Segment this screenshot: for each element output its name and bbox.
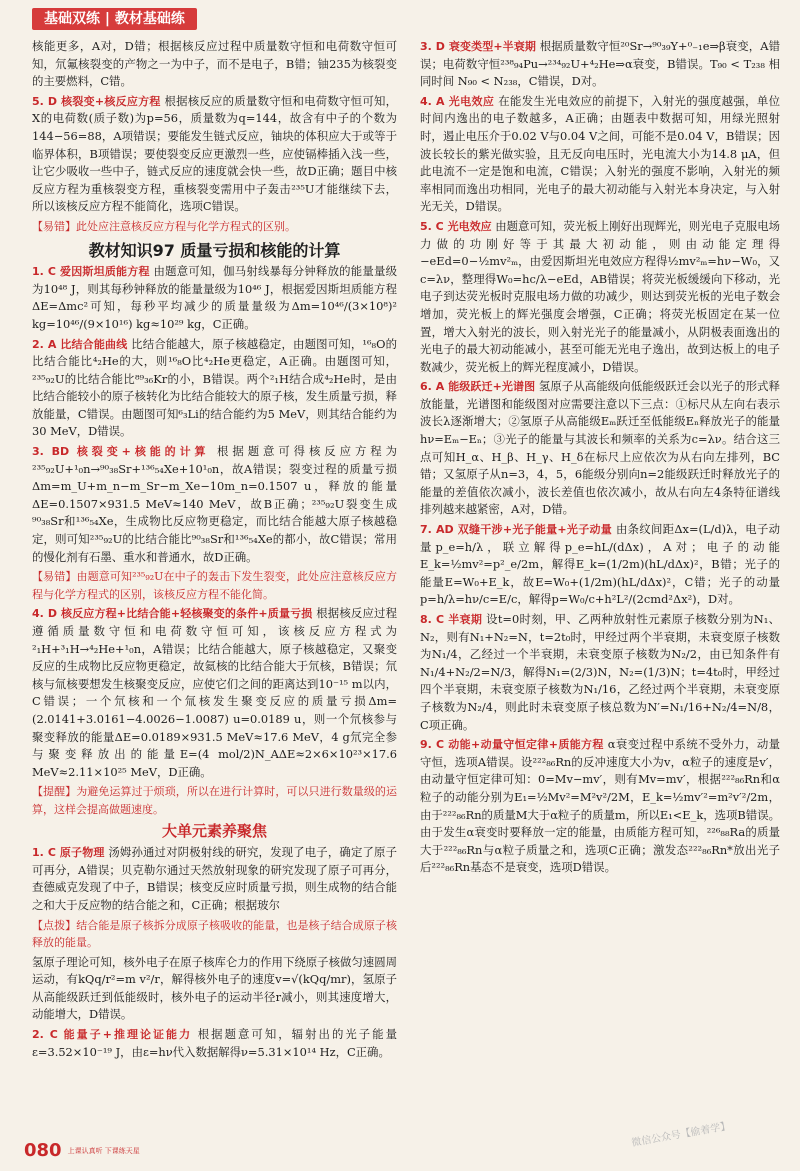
answer-label: 9. C 动能+动量守恒定律+质能方程 [420,738,604,752]
answer-text: 由题意可知，伽马射线暴每分钟释放的能量量级为10⁴⁸ J，则其每秒钟释放的能量量级为10⁴⁶ J，根据爱因斯坦质能方程ΔE=Δmc²可知，每秒平均减少的质量量级为Δm=10⁴⁶/(3×10⁸)² kg=10⁴⁶/(9×10¹⁶) kg≈10²⁹ kg，C正确。 [32,264,397,331]
answer-label: 5. C 光电效应 [420,219,492,233]
answer-label: 1. C 原子物理 [32,846,105,860]
paragraph: 核能更多，A对，D错；根据核反应过程中质量数守恒和电荷数守恒可知，氘氟核裂变的产物之一为中子，而不是电子，B错；铀235为核裂变的主要燃料，C错。 [32,39,397,89]
answer-label: 4. D 核反应方程+比结合能+轻核聚变的条件+质量亏损 [32,607,313,621]
unit-question-7 [420,521,780,609]
answer-text: α衰变过程中系统不受外力，动量守恒，选项A错误。设²²²₈₆Rn的反冲速度大小为v，α粒子的速度是v′，由动量守恒定律可知：0=Mv−mv′，则有Mv=mv′，根据²²²₈₆Rn和α粒子的动能分别为E₁=½Mv²=M²v²/2M，E_k=½mv′²=m²v′²/2m，由于²²²₈₆Rn的质量M大于α粒子的质量m，所以E₁<E_k，选项B错误。由于发生α衰变时要释放一定的能量，由质能方程可知，²²⁶₈₈Ra的质量大于²²²₈₆Rn与α粒子质量之和，选项C正确；激发态²²²₈₆Rn*放出光子后²²²₈₆Rn基态不是衰变，选项D错误。 [420,737,780,875]
question-2 [32,336,397,442]
unit-question-4 [420,93,780,216]
answer-text: 氢原子从高能级向低能级跃迁会以光子的形式释放能量，光谱图和能级图对应需要注意以下三点：①标尺从左向右表示波长λ逐渐增大；②氢原子从高能级Eₘ跃迁至低能级Eₙ释放光子的能量hν=Eₘ−Eₙ；③光子的能量与其波长和频率的关系为c=λν。结合这三点可知H_α、H_β、H_γ、H_δ在标尺上应依次为从右向左排列，BC错；又氢原子从n=3，4，5，6能级分别向n=2能级跃迁时释放光子的能量的差值依次减小，波长差值也依次减小，故从右向左4条特征谱线排列越来越紧密，A对，D错。 [420,379,780,517]
answer-label: 4. A 光电效应 [420,94,495,108]
answer-text: 比结合能越大，原子核越稳定，由题图可知，¹⁶₈O的比结合能比⁴₂He的大，则¹⁶₈O比⁴₂He更稳定，A正确。由题图可知，²³⁵₉₂U的比结合能比⁸⁹₃₆Kr的小，B错误。两个²₁H结合成⁴₂He时，是由比结合能较小的原子核转化为比结合能较大的原子核，发生质量亏损，释放能量，C错误。由题图可知⁶₃Li的结合能约为5 MeV，则其结合能约为30 MeV，D错误。 [32,336,397,439]
unit-question-1 [32,844,397,914]
answer-label: 2. A 比结合能曲线 [32,337,128,351]
question-3 [32,443,397,566]
right-column [420,38,780,879]
answer-text: 汤姆孙通过对阴极射线的研究，发现了电子，确定了原子可再分，A错误；贝克勒尔通过天然放射现象的研究发现了原子可再分，查德威克发现了中子，B错误；核变反应时质量亏损，则生成物的结合能之和大于反应物的结合能之和，C正确；根据玻尔 [32,845,397,912]
paragraph: 氢原子理论可知，核外电子在原子核库仑力的作用下绕原子核做匀速圆周运动，有kQq/r²=m v²/r，解得核外电子的速度v=√(kQq/mr)，氢原子从高能级跃迁到低能级时，核外电子的运动半径r减小，则其速度增大，动能增大，D错误。 [32,954,397,1022]
question-5 [32,93,397,216]
answer-text: 由条纹间距Δx=(L/d)λ，电子动量p_e=h/λ，联立解得p_e=hL/(dΔx)，A对；电子的动能E_k=½mv²=p²_e/2m，解得E_k=(1/2m)(hL/dΔx)²，B错；光子的能量E=W₀+E_k，故E=W₀+(1/2m)(hL/dΔx)²，C错；光子的动量p=h/λ=hν/c=E/c，解得p=W₀/c+h²L²/(2cmd²Δx²)，D对。 [420,522,780,607]
footer-slogan: 上课认真听 下课练天星 [67,1146,140,1155]
answer-label: 3. D 衰变类型+半衰期 [420,40,537,53]
question-1 [32,263,397,333]
page-number: 080 [24,1140,62,1161]
note: 【易错】此处应注意核反应方程与化学方程式的区别。 [32,219,296,233]
note: 【点拨】结合能是原子核拆分成原子核吸收的能量，也是核子结合成原子核释放的能量。 [32,918,397,950]
answer-label: 5. D 核裂变+核反应方程 [32,94,161,108]
answer-text: 根据质量数守恒²⁰Sr→⁹⁰₃₉Y+⁰₋₁e⇒β衰变，A错误；电荷数守恒²³⁸₉₄Pu→²³⁴₉₂U+⁴₂He⇒α衰变，B错误。T₉₀ < T₂₃₈ 相同时间 N₉₀ < N₂₃₈，C错误，D对。 [420,39,781,89]
answer-label: 2. C 能量子+推理论证能力 [32,1028,193,1042]
watermark: 微信公众号【偷着学】 [630,1120,732,1150]
unit-title: 大单元素养聚焦 [161,821,267,840]
answer-text: 根据题意可得核反应方程为²³⁵₉₂U+¹₀n→⁹⁰₃₈Sr+¹³⁶₅₄Xe+10¹₀n，故A错误；裂变过程的质量亏损Δm=m_U+m_n−m_Sr−m_Xe−10m_n=0.1507 u，释放的能量ΔE=0.1507×931.5 MeV≈140 MeV，故B正确；²³⁵₉₂U裂变生成⁹⁰₃₈Sr和¹³⁶₅₄Xe，生成物比反应物更稳定，而比结合能越大原子核越稳定，则可知²³⁵₉₂U的比结合能比⁹⁰₃₈Sr和¹³⁶₅₄Xe的都小，故C错误；常用的慢化剂有石墨、重水和普通水，故D正确。 [32,444,397,564]
answer-text: 根据题意可知，辐射出的光子能量ε=3.52×10⁻¹⁹ J，由ε=hν代入数据解得ν=5.31×10¹⁴ Hz，C正确。 [32,1027,397,1059]
answer-text: 设t=0时刻，甲、乙两种放射性元素原子核数分别为N₁、N₂，则有N₁+N₂=N，t=2t₀时，甲经过两个半衰期，未衰变原子核数为N₁/4，乙经过一个半衰期，未衰变原子核数为N₂/2，由已知条件有N₁/4+N₂/2=N/3，解得N₁=(2/3)N，N₂=(1/3)N；t=4t₀时，甲经过四个半衰期，未衰变原子核数为N₁/16，乙经过两个半衰期，未衰变原子核数为N₂/4，则此时未衰变原子核总数为N′=N₁/16+N₂/4=N/8，C项正确。 [420,612,780,732]
answer-label: 7. AD 双缝干涉+光子能量+光子动量 [420,523,613,537]
unit-question-9 [420,736,780,877]
unit-question-2 [32,1026,397,1061]
note: 【提醒】为避免运算过于烦琐，所以在进行计算时，可以只进行数量级的运算，这样会提高做题速度。 [32,785,397,816]
unit-question-8 [420,611,780,734]
answer-text: 由题意可知，荧光板上刚好出现辉光，则光电子克服电场力做的功刚好等于其最大初动能，则由动能定理得−eEd=0−½mv²ₘ，由爱因斯坦光电效应方程得½mv²ₘ=hν−W₀，又c=λν，整理得W₀=hc/λ−eEd，AB错误；将荧光板缓缓向下移动，光电子到达荧光板时克服电场力做的功减少，则达到荧光板的光电子数会增加，荧光板上的辉光强度会增强，C正确；将荧光板固定在某一位置，增大入射光的波长，则入射光光子的能量减小，从阴极表面逸出的光电子的最大初动能减小，甚至可能无光电子逸出，故到达板上的电子数减少，荧光板上的辉光程度减小，D错误。 [420,218,780,374]
answer-label: 6. A 能级跃迁+光谱图 [420,380,536,394]
note: 【易错】由题意可知²³⁵₉₂U在中子的轰击下发生裂变，此处应注意核反应方程与化学方程式的区别，该核反应方程不能化简。 [32,570,397,601]
section-title: 教材知识97 质量亏损和核能的计算 [88,240,341,260]
answer-text: 在能发生光电效应的前提下，入射光的强度越强，单位时间内逸出的电子数越多，A正确；由题表中数据可知，用绿光照射时，遏止电压介于0.02 V与0.04 V之间，可能不是0.04 V，B错误；因波长较长的紫光做实验，且无反向电压时，光电流大小为14.8 μA，但此电流不一定是饱和电流，C错误；入射光的强度不影响，入射光的频率相同而逸出功相同，光电子的最大初动能与入射光本身决定，与入射光无关，D错误。 [420,93,780,214]
question-4 [32,605,397,781]
answer-label: 1. C 爱因斯坦质能方程 [32,265,150,279]
unit-question-3 [420,38,780,91]
answer-text: 根据核反应的质量数守恒和电荷数守恒可知，X的电荷数(质子数)为p=56，质量数为q=144，故含有中子的个数为144−56=88，A项错误；要能发生链式反应，铀块的体积应大于或等于临界体积，B项错误；要使裂变反应更激烈一些，应使镉棒插入浅一些，让它少吸收一些中子，链式反应的速度就会快一些，故D正确；题目中核反应方程为重核裂变方程，重核裂变需用中子轰击²³⁵U才能继续下去，所以该核反应方程不能简化，选项C错误。 [32,93,397,214]
left-column [32,38,397,1063]
unit-question-5 [420,218,780,376]
header-tag: 基础双练 | 教材基础练 [32,8,197,30]
unit-question-6 [420,378,780,519]
answer-label: 3. BD 核裂变+核能的计算 [32,445,210,459]
footer [24,1140,140,1161]
answer-text: 根据核反应过程遵循质量数守恒和电荷数守恒可知，该核反应方程式为²₁H+³₁H→⁴₂He+¹₀n，A错误；比结合能越大，原子核越稳定，又聚变反应的生成物比反应物更稳定，故氦核的比结合能大于氘核，B错误；氘核与氚核要想发生核聚变反应，应使它们之间的距离达到10⁻¹⁵ m以内，C错误；一个氘核和一个氚核发生聚变反应的质量亏损Δm=(2.0141+3.0161−4.0026−1.0087) u=0.0189 u，则一个氘核参与聚变释放的能量ΔE=0.0189×931.5 MeV≈17.6 MeV，4 g氘完全参与聚变释放出的能量E=(4 mol/2)N_AΔE≈2×6×10²³×17.6 MeV≈2.11×10²⁵ MeV，D正确。 [32,606,397,779]
answer-label: 8. C 半衰期 [420,613,483,626]
